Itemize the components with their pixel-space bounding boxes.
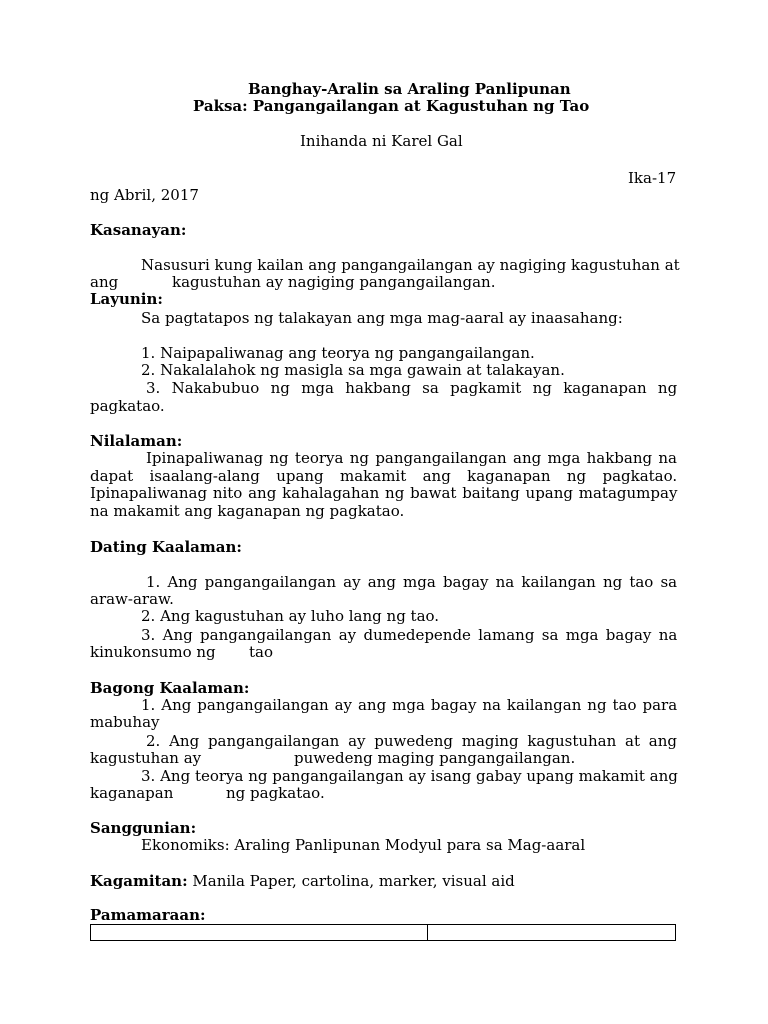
layunin-item-3b: pagkatao. <box>90 397 165 415</box>
layunin-heading: Layunin: <box>90 290 163 308</box>
kasanayan-line2a: ang <box>90 273 119 291</box>
sanggunian-text: Ekonomiks: Araling Panlipunan Modyul para sa Mag-aaral <box>141 836 586 854</box>
nilalaman-heading: Nilalaman: <box>90 432 183 450</box>
bago-item-1a: 1. Ang pangangailangan ay ang mga bagay na kailangan ng tao para <box>141 696 678 714</box>
layunin-item-2: 2. Nakalalahok ng masigla sa mga gawain at talakayan. <box>141 361 565 379</box>
author-line: Inihanda ni Karel Gal <box>300 132 463 150</box>
bago-item-3a: 3. Ang teorya ng pangangailangan ay isang gabay upang makamit ang <box>141 767 678 785</box>
kagamitan-heading: Kagamitan: <box>90 872 188 890</box>
kasanayan-heading: Kasanayan: <box>90 221 187 239</box>
pamamaraan-table <box>90 924 676 941</box>
nilalaman-line4: na makamit ang kaganapan ng pagkatao. <box>90 502 405 520</box>
kasanayan-line2b: kagustuhan ay nagiging pangangailangan. <box>172 273 496 291</box>
kagamitan-line <box>90 872 515 890</box>
date-part1: Ika-17 <box>628 169 677 187</box>
dating-item-1b: araw-araw. <box>90 590 174 608</box>
kasanayan-line1: Nasusuri kung kailan ang pangangailangan ay nagiging kagustuhan at <box>141 256 680 274</box>
bago-item-2b2: puwedeng maging pangangailangan. <box>294 749 576 767</box>
layunin-intro: Sa pagtatapos ng talakayan ang mga mag-aaral ay inaasahang: <box>141 309 623 327</box>
nilalaman-line3: Ipinapaliwanag nito ang kahalagahan ng bawat baitang upang matagumpay <box>90 484 678 502</box>
bago-item-1b: mabuhay <box>90 713 160 731</box>
pamamaraan-heading: Pamamaraan: <box>90 906 206 924</box>
date-part2: ng Abril, 2017 <box>90 186 199 204</box>
topic-line: Paksa: Pangangailangan at Kagustuhan ng Tao <box>193 97 590 115</box>
layunin-item-3a: 3. Nakabubuo ng mga hakbang sa pagkamit ng kaganapan ng <box>146 379 678 397</box>
bago-item-2b1: kagustuhan ay <box>90 749 202 767</box>
dating-item-3a: 3. Ang pangangailangan ay dumedepende lamang sa mga bagay na <box>141 626 678 644</box>
dating-kaalaman-heading: Dating Kaalaman: <box>90 538 242 556</box>
bago-item-3b1: kaganapan <box>90 784 174 802</box>
dating-item-2: 2. Ang kagustuhan ay luho lang ng tao. <box>141 607 440 625</box>
kagamitan-text: Manila Paper, cartolina, marker, visual aid <box>192 872 515 890</box>
table-column-divider <box>427 925 428 940</box>
layunin-item-1: 1. Naipapaliwanag ang teorya ng pangangailangan. <box>141 344 535 362</box>
sanggunian-heading: Sanggunian: <box>90 819 197 837</box>
dating-item-3b1: kinukonsumo ng <box>90 643 216 661</box>
nilalaman-line1: Ipinapaliwanag ng teorya ng pangangailangan ang mga hakbang na <box>146 449 677 467</box>
dating-item-3b2: tao <box>249 643 274 661</box>
bagong-kaalaman-heading: Bagong Kaalaman: <box>90 679 250 697</box>
bago-item-2a: 2. Ang pangangailangan ay puwedeng maging kagustuhan at ang <box>146 732 677 750</box>
nilalaman-line2: dapat isaalang-alang upang makamit ang kaganapan ng pagkatao. <box>90 467 678 485</box>
dating-item-1a: 1. Ang pangangailangan ay ang mga bagay na kailangan ng tao sa <box>146 573 678 591</box>
document-title: Banghay-Aralin sa Araling Panlipunan <box>248 80 571 98</box>
bago-item-3b2: ng pagkatao. <box>226 784 325 802</box>
